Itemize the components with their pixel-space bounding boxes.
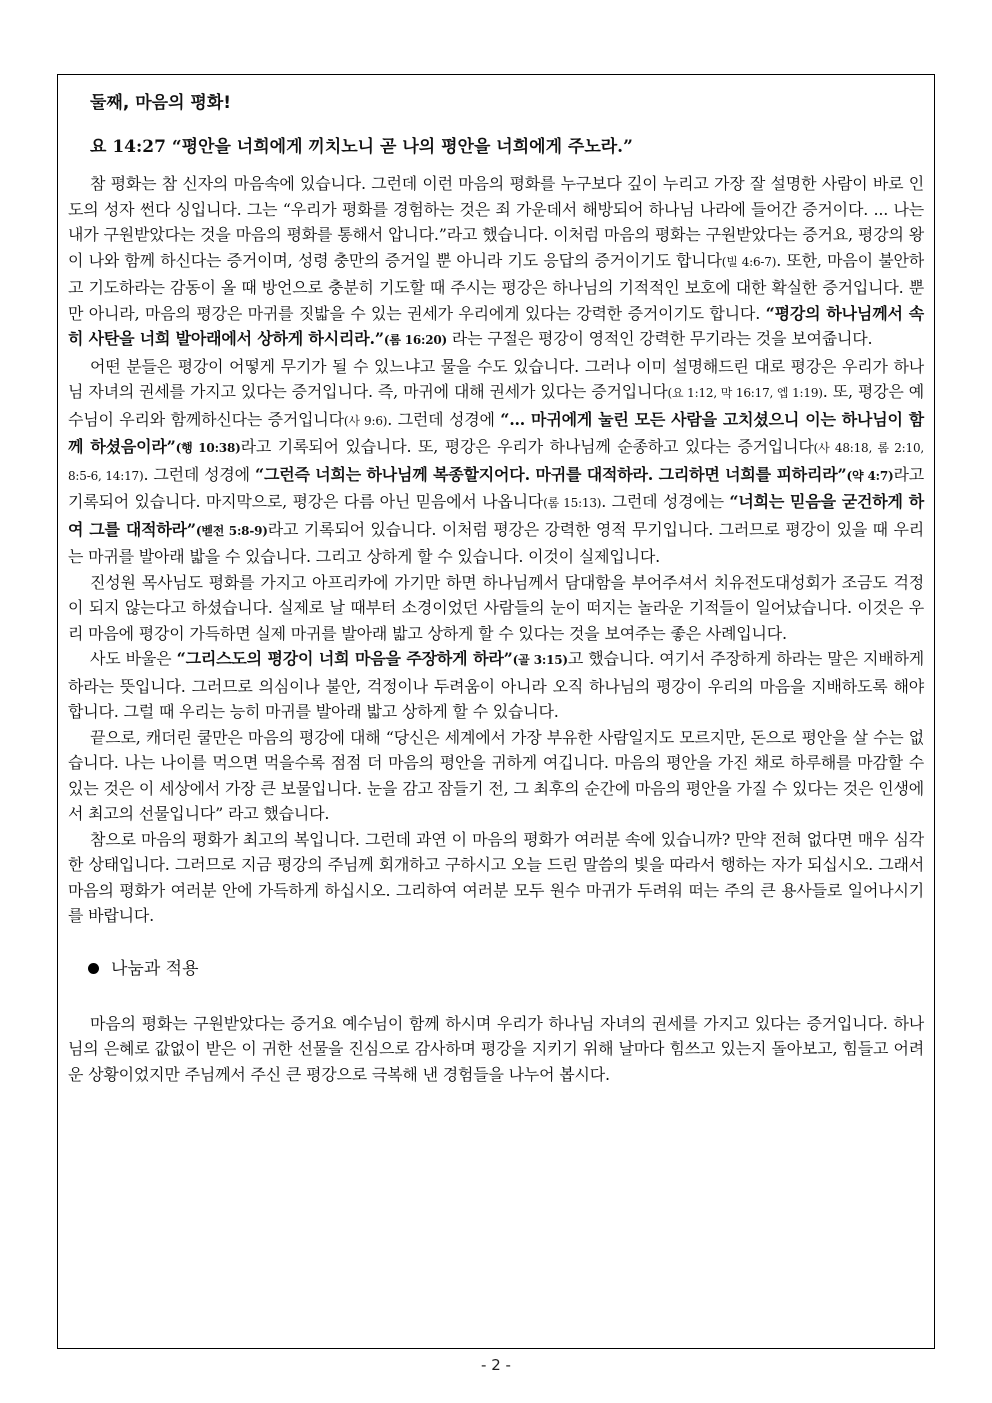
p2-ref-3: (행 10:38) [175,441,241,455]
p2-bold-quote-1: “… 마귀에게 눌린 모든 사람을 고치셨으니 이는 하나님이 함께 하셨음이라” [68,409,924,456]
p2-ref-7: (벧전 5:8-9) [195,523,268,538]
paragraph-6: 참으로 마음의 평화가 최고의 복입니다. 그런데 과연 이 마음의 평화가 여러분 속에 있습니까? 만약 전혀 없다면 매우 심각한 상태입니다. 그러므로 지금 평강의 주님께 회개하고 구하시고 오늘 드린 말씀의 빛을 따라서 행하는 자가 되십시오. 그래서 마음의 평화가 여러분 안에 가득하게 하십시오. 그리하여 여러분 모두 원수 마귀가 두려워 떠는 주의 큰 용사들로 일어나시기를 바랍니다. [68,829,924,925]
p2-ref-2: (사 9:6) [343,413,388,428]
p2-text-8: 라고 기록되어 있습니다. 이처럼 평강은 강력한 영적 무기입니다. 그러므로 평강이 있을 때 우리는 마귀를 발아래 밟을 수 있습니다. 그리고 상하게 할 수 있습니다. 이것이 실제입니다. [68,519,924,566]
p1-text-3: 라는 구절은 평강이 영적인 강력한 무기라는 것을 보여줍니다. [447,329,873,348]
p2-text-6: 라고 기록되어 있습니다. 마지막으로, 평강은 다름 아닌 믿음에서 나옵니다 [68,464,924,511]
p2-ref-5: (약 4:7) [846,468,894,483]
section-heading: 둘째, 마음의 평화! [90,93,232,113]
p4-ref-1: (골 3:15) [512,653,568,667]
p2-text-2: . 또, 평강은 예수님이 우리와 함께하신다는 증거입니다 [68,382,924,429]
paragraph-5: 끝으로, 캐더린 쿨만은 마음의 평강에 대해 “당신은 세계에서 가장 부유한 사람일지도 모르지만, 돈으로 평안을 살 수는 없습니다. 나는 나이를 먹으면 먹을수록 점점 더 마음의 평안을 귀하게 여깁니다. 마음의 평안을 가진 채로 하루해를 마감할 수 있는 것은 이 세상에서 가장 큰 보물입니다. 눈을 감고 잠들기 전, 그 최후의 순간에 마음의 평안을 가질 수 있다는 것은 인생에서 최고의 선물입니다” 라고 했습니다. [68,727,924,823]
p1-text-1: 참 평화는 참 신자의 마음속에 있습니다. 그런데 이런 마음의 평화를 누구보다 깊이 누리고 가장 잘 설명한 사람이 바로 인도의 성자 썬다 싱입니다. 그는 “우리가 평화를 경험하는 것은 죄 가운데서 해방되어 하나님 나라에 들어간 증거이다. ... 나는 내가 구원받았다는 것을 마음의 평화를 통해서 압니다.”라고 했습니다. 이처럼 마음의 평화는 구원받았다는 증거요, 평강의 왕이 나와 함께 하신다는 증거이며, 성령 충만의 증거일 뿐 아니라 기도 응답의 증거이기도 합니다 [68,174,924,270]
p4-text-2: 고 했습니다. 여기서 주장하게 하라는 말은 지배하게 하라는 뜻입니다. 그러므로 의심이나 불안, 걱정이나 두려움이 아니라 오직 하나님의 평강이 우리의 마음을 지배하도록 해야 합니다. 그럴 때 우리는 능히 마귀를 발아래 밟고 상하게 할 수 있습니다. [68,649,924,721]
sharing-title-text: 나눔과 적용 [111,958,199,979]
key-verse: 요 14:27 “평안을 너희에게 끼치노니 곧 나의 평안을 너희에게 주노라.” [90,137,633,157]
bullet-icon [88,963,99,974]
paragraph-2 [68,354,924,570]
p1-text-2: . 또한, 마음이 불안하고 기도하라는 감동이 올 때 방언으로 충분히 기도할 때 주시는 평강은 하나님의 기적적인 보호에 대한 확실한 증거입니다. 뿐만 아니라, 마음의 평강은 마귀를 짓밟을 수 있는 권세가 우리에게 있다는 강력한 증거이기도 합니다. [68,250,925,323]
page-content-box [57,74,935,1349]
paragraph-3: 진성원 목사님도 평화를 가지고 아프리카에 가기만 하면 하나님께서 담대함을 부어주셔서 치유전도대성회가 조금도 걱정이 되지 않는다고 하셨습니다. 실제로 날 때부터 소경이었던 사람들의 눈이 떠지는 놀라운 기적들이 일어났습니다. 이것은 우리 마음에 평강이 가득하면 실제 마귀를 발아래 밟고 상하게 할 수 있다는 것을 보여주는 좋은 사례입니다. [68,572,924,643]
p2-text-3: . 그런데 성경에 [387,409,501,429]
p2-text-7: . 그런데 성경에는 [601,492,730,511]
sharing-paragraph: 마음의 평화는 구원받았다는 증거요 예수님이 함께 하시며 우리가 하나님 자녀의 권세를 가지고 있다는 증거입니다. 하나님의 은혜로 값없이 받은 이 귀한 선물을 진심으로 감사하며 평강을 지키기 위해 날마다 힘쓰고 있는지 돌아보고, 힘들고 어려운 상황이었지만 주님께서 주신 큰 평강으로 극복해 낸 경험들을 나누어 봅시다. [68,1013,924,1084]
p2-text-5: . 그런데 성경에 [143,464,255,484]
p2-ref-6: (롬 15:13) [543,496,602,510]
p2-text-4: 라고 기록되어 있습니다. 또, 평강은 우리가 하나님께 순종하고 있다는 증거입니다 [240,437,814,456]
page-number: - 2 - [481,1356,511,1374]
paragraph-1 [68,171,924,354]
p2-bold-quote-3: “너희는 믿음을 굳건하게 하여 그를 대적하라” [68,492,924,539]
p2-ref-1: (요 1:12, 막 16:17, 엡 1:19) [667,386,823,400]
paragraph-4 [68,646,924,725]
p4-text-1: 사도 바울은 [90,649,177,668]
sharing-section-title [88,957,924,981]
p2-text-1: 어떤 분들은 평강이 어떻게 무기가 될 수 있느냐고 물을 수도 있습니다. 그러나 이미 설명해드린 대로 평강은 우리가 하나님 자녀의 권세를 가지고 있다는 증거입니다. 즉, 마귀에 대해 권세가 있다는 증거입니다 [68,356,924,401]
p1-ref-2: (롬 16:20) [383,333,447,347]
p2-bold-quote-2: “그런즉 너희는 하나님께 복종할지어다. 마귀를 대적하라. 그리하면 너희를 피하리라” [254,464,847,484]
p2-ref-4: (사 48:18, 롬 2:10, 8:5-6, 14:17) [68,441,924,483]
p1-ref-1: (빌 4:6-7) [721,254,777,269]
p4-bold-quote: “그리스도의 평강이 너희 마음을 주장하게 하라” [176,649,513,668]
p1-bold-quote: “평강의 하나님께서 속히 사탄을 너희 발아래에서 상하게 하시리라.” [68,303,924,348]
